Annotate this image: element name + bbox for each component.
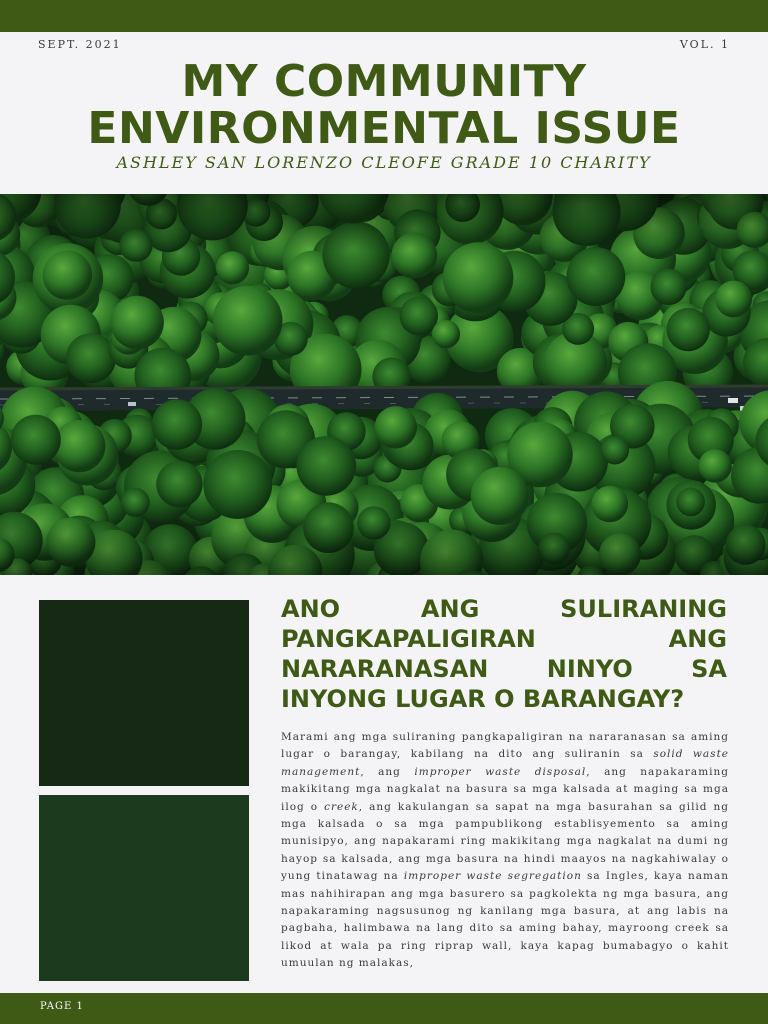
body-segment-italic: solid waste management	[281, 748, 730, 778]
author-subtitle: ASHLEY SAN LORENZO CLEOFE GRADE 10 CHARITY	[116, 153, 652, 172]
question-line-4: INYONG LUGAR O BARANGAY?	[281, 685, 685, 713]
body-segment: Marami ang mga suliraning pangkapaligiran na nararanasan sa aming lugar o barangay, kabilang na dito ang suliranin sa	[281, 731, 729, 761]
body-segment: , ang napakaraming makikitang mga nagkalat na basura sa mga kalsada at maging sa mga ilog o	[281, 765, 729, 813]
issue-volume: VOL. 1	[679, 38, 730, 51]
body-segment-italic: creek	[324, 800, 359, 813]
dark-green-block-top	[39, 600, 249, 786]
body-segment: , ang	[360, 765, 415, 778]
page-title-line-2: ENVIRONMENTAL ISSUE	[87, 103, 681, 154]
question-line-3: NARARANASAN NINYO SA	[281, 655, 727, 683]
hero-forest-road-photo	[0, 194, 768, 575]
question-line-2: PANGKAPALIGIRAN ANG	[281, 625, 727, 653]
bottom-banner-bar	[0, 993, 768, 1024]
issue-date: SEPT. 2021	[38, 38, 122, 51]
page-title-line-1: MY COMMUNITY	[181, 56, 587, 107]
top-banner-bar	[0, 0, 768, 32]
article-question-heading	[281, 594, 727, 714]
body-segment-italic: improper waste disposal	[414, 765, 587, 778]
question-line-1: ANO ANG SULIRANING	[281, 595, 727, 623]
body-segment: sa Ingles, kaya naman mas nahihirapan ang mga basurero sa pagkolekta ng mga basura, ang napakaraming nagsusunog ng kanilang mga basura, at ang labis na pagbaha, halimbawa na lang dito sa aming bahay, mayroong creek sa likod at wala pa ring riprap wall, kaya kapag bumabagyo o kahit umuulan ng malakas,	[281, 870, 730, 970]
body-segment-italic: improper waste segregation	[403, 870, 582, 883]
article-body	[281, 729, 729, 973]
page-number: PAGE 1	[40, 1001, 84, 1012]
body-segment: , ang kakulangan sa sapat na mga basurahan sa gilid ng mga kalsada o sa mga pampublikong establisyemento sa aming munisipyo, ang napakarami ring makikitang mga nagkalat na dumi ng hayop sa kalsada, ang mga basura na hindi maayos na nagkahiwalay o yung tinatawag na	[281, 800, 729, 883]
page-title	[0, 58, 768, 152]
dark-green-block-bottom	[39, 795, 249, 981]
